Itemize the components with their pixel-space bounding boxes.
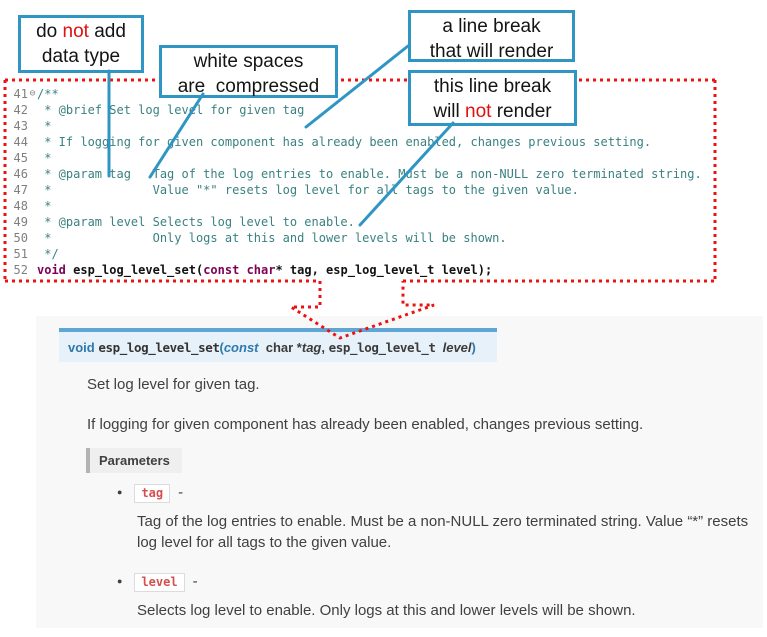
line-number: 51 — [13, 247, 28, 261]
signature-token: void — [68, 340, 99, 355]
gutter-spacer — [28, 182, 37, 198]
code-text: * @param level Selects log level to enable. — [37, 215, 355, 229]
rendered-doc-panel — [36, 316, 763, 628]
line-number: 52 — [13, 263, 28, 277]
code-line — [8, 134, 702, 150]
bullet-icon: ● — [117, 487, 123, 497]
gutter-spacer — [28, 230, 37, 246]
parameter-name-chip: level — [134, 573, 184, 592]
code-text: */ — [37, 247, 59, 261]
line-number: 48 — [13, 199, 28, 213]
line-number: 43 — [13, 119, 28, 133]
gutter-spacer — [28, 166, 37, 182]
callout-text: data type — [41, 46, 121, 67]
code-line — [8, 150, 702, 166]
parameter-description: Tag of the log entries to enable. Must be a non-NULL zero terminated string. Value “*” resets log level for all tags to the given value. — [137, 513, 749, 551]
code-line — [8, 118, 702, 134]
parameter-item — [117, 484, 759, 553]
function-description: If logging for given component has already been enabled, changes previous setting. — [87, 416, 644, 433]
callout-text: that will render — [429, 41, 554, 62]
code-line — [8, 198, 702, 214]
callout-text: do not add — [36, 21, 126, 42]
code-text: * @brief Set log level for given tag — [37, 103, 305, 117]
code-line — [8, 262, 702, 278]
code-text: * @param tag Tag of the log entries to enable. Must be a non-NULL zero terminated string. — [37, 167, 702, 181]
bullet-icon: ● — [117, 576, 123, 586]
line-number: 46 — [13, 167, 28, 181]
code-line — [8, 246, 702, 262]
parameter-row — [117, 573, 759, 594]
code-editor — [8, 86, 702, 278]
code-text: * — [37, 119, 52, 133]
callout-line-break-will-render — [408, 10, 575, 62]
gutter-spacer — [28, 246, 37, 262]
signature-token: , — [321, 340, 329, 355]
callout-text: will not render — [433, 101, 552, 122]
code-text: * — [37, 199, 52, 213]
gutter-spacer — [28, 198, 37, 214]
signature-token: char * — [258, 340, 302, 355]
fold-minus-icon: ⊖ — [29, 88, 36, 99]
code-text: * Only logs at this and lower levels will be shown. — [37, 231, 507, 245]
code-text: /** — [37, 87, 59, 101]
code-line — [8, 182, 702, 198]
code-line — [8, 230, 702, 246]
line-number: 41 — [13, 87, 28, 101]
signature-token: esp_log_level_set — [98, 340, 220, 355]
code-line — [8, 86, 702, 102]
callout-text: this line break — [433, 76, 552, 97]
parameter-description: Selects log level to enable. Only logs at this and lower levels will be shown. — [137, 602, 636, 619]
function-signature-bar — [59, 328, 497, 362]
code-line — [8, 166, 702, 182]
line-number: 44 — [13, 135, 28, 149]
line-number: 49 — [13, 215, 28, 229]
gutter-spacer — [28, 150, 37, 166]
signature-token: tag — [301, 340, 322, 355]
line-number: 47 — [13, 183, 28, 197]
callout-text: white spaces — [193, 51, 304, 72]
parameter-row — [117, 484, 759, 505]
line-number: 42 — [13, 103, 28, 117]
line-number: 50 — [13, 231, 28, 245]
callout-do-not-add-data-type — [18, 15, 144, 73]
signature-token: const — [223, 340, 259, 355]
signature-token: esp_log_level_t — [328, 340, 443, 355]
signature-token: ) — [471, 340, 476, 355]
callout-line-break-will-not-render — [408, 70, 577, 126]
callout-text: are compressed — [177, 76, 320, 97]
function-brief: Set log level for given tag. — [87, 376, 260, 393]
gutter-spacer — [28, 214, 37, 230]
parameter-dash: - — [178, 484, 184, 501]
code-line — [8, 102, 702, 118]
gutter-spacer — [28, 118, 37, 134]
code-text: * Value "*" resets log level for all tags to the given value. — [37, 183, 579, 197]
parameter-item — [117, 573, 759, 621]
code-text: * If logging for given component has already been enabled, changes previous setting. — [37, 135, 652, 149]
signature-token: level — [442, 340, 472, 355]
callout-text: a line break — [442, 16, 541, 37]
parameters-header: Parameters — [86, 448, 182, 473]
code-text: void esp_log_level_set(const char* tag, esp_log_level_t level); — [37, 263, 493, 277]
line-number: 45 — [13, 151, 28, 165]
parameter-dash: - — [192, 573, 198, 590]
callout-white-spaces-compressed — [159, 45, 338, 98]
gutter-spacer — [28, 262, 37, 278]
gutter-spacer — [28, 134, 37, 150]
signature-token: ( — [219, 340, 224, 355]
parameter-name-chip: tag — [134, 484, 170, 503]
code-line — [8, 214, 702, 230]
code-text: * — [37, 151, 52, 165]
gutter-spacer — [28, 102, 37, 118]
